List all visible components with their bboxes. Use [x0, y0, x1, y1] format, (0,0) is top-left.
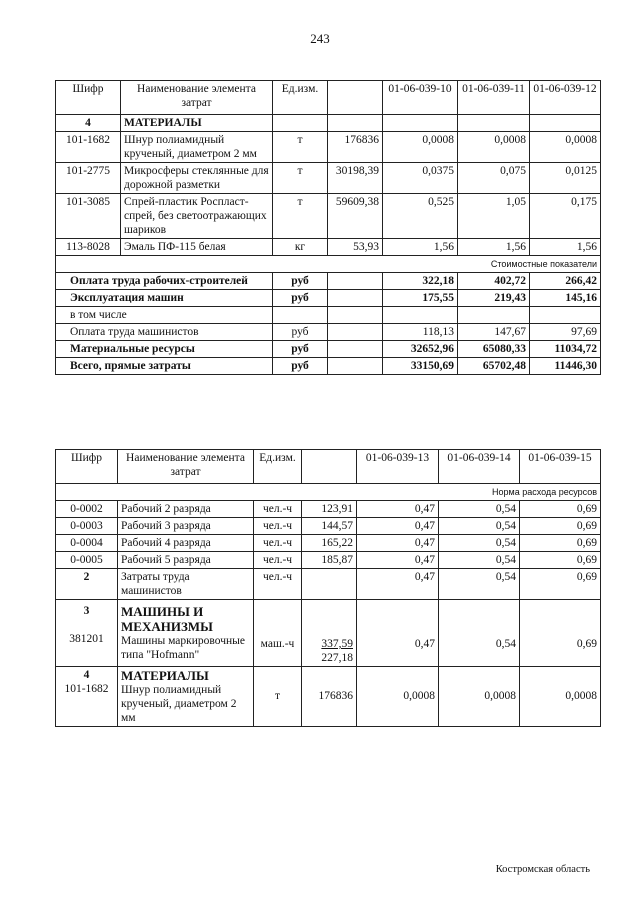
summary-row [56, 341, 601, 358]
row-value: 1,56 [383, 239, 458, 256]
machine-value: 0,69 [520, 600, 601, 667]
table-row [56, 239, 601, 256]
row-code: 0-0004 [56, 535, 118, 552]
row-value: 0,69 [520, 518, 601, 535]
summary-row [56, 290, 601, 307]
section-row [56, 115, 601, 132]
row-value: 1,56 [458, 239, 530, 256]
summary-unit: руб [273, 341, 328, 358]
row-unit: т [273, 194, 328, 239]
row-value: 0,0008 [458, 132, 530, 163]
header-price [328, 81, 383, 115]
materials-code: 4 [83, 669, 90, 681]
row-price: 59609,38 [328, 194, 383, 239]
machine-price-1: 337,59 [321, 638, 353, 650]
table-row [56, 552, 601, 569]
summary-row [56, 358, 601, 375]
row-value: 0,0125 [530, 163, 601, 194]
row-code: 0-0005 [56, 552, 118, 569]
material-value: 0,0008 [439, 667, 520, 727]
labor-value: 0,69 [520, 569, 601, 600]
header-col-15: 01-06-039-15 [520, 450, 601, 484]
row-value: 0,0008 [383, 132, 458, 163]
row-code: 101-2775 [56, 163, 121, 194]
row-name: Шнур полиамидный крученый, диаметром 2 мм [121, 132, 273, 163]
summary-value: 65702,48 [458, 358, 530, 375]
machines-title: МАШИНЫ И МЕХАНИЗМЫ [121, 604, 213, 634]
table-header-row [56, 81, 601, 115]
summary-unit: руб [273, 358, 328, 375]
machine-value: 0,54 [439, 600, 520, 667]
row-code: 0-0002 [56, 501, 118, 518]
row-value: 0,69 [520, 552, 601, 569]
norm-label-row [56, 484, 601, 501]
summary-value: 266,42 [530, 273, 601, 290]
summary-value: 322,18 [383, 273, 458, 290]
row-price: 144,57 [302, 518, 357, 535]
summary-value: 33150,69 [383, 358, 458, 375]
machine-item-name: Машины маркировочные типа "Hofmann" [121, 635, 245, 661]
summary-row [56, 273, 601, 290]
row-price: 53,93 [328, 239, 383, 256]
row-unit: чел.-ч [254, 501, 302, 518]
summary-name: Оплата труда машинистов [56, 324, 273, 341]
row-name: Эмаль ПФ-115 белая [121, 239, 273, 256]
labor-name: Затраты труда машинистов [118, 569, 254, 600]
machine-item-code: 381201 [69, 633, 104, 645]
material-value: 0,0008 [357, 667, 439, 727]
summary-row [56, 324, 601, 341]
section-code: 4 [56, 115, 121, 132]
row-price: 185,87 [302, 552, 357, 569]
row-code: 113-8028 [56, 239, 121, 256]
row-name: Спрей-пластик Роспласт-спрей, без светоотражающих шариков [121, 194, 273, 239]
row-name: Рабочий 2 разряда [118, 501, 254, 518]
row-value: 0,47 [357, 518, 439, 535]
row-value: 0,075 [458, 163, 530, 194]
summary-value: 219,43 [458, 290, 530, 307]
machine-unit: маш.-ч [254, 600, 302, 667]
header-col-10: 01-06-039-10 [383, 81, 458, 115]
table-header-row [56, 450, 601, 484]
machines-row [56, 600, 601, 667]
summary-name: Эксплуатация машин [56, 290, 273, 307]
summary-value: 118,13 [383, 324, 458, 341]
row-value: 0,69 [520, 501, 601, 518]
header-col-14: 01-06-039-14 [439, 450, 520, 484]
header-code: Шифр [56, 81, 121, 115]
summary-value: 65080,33 [458, 341, 530, 358]
row-value: 0,47 [357, 535, 439, 552]
row-code: 101-1682 [56, 132, 121, 163]
row-value: 0,54 [439, 518, 520, 535]
table-row [56, 194, 601, 239]
labor-row [56, 569, 601, 600]
header-name: Наименование элемента затрат [118, 450, 254, 484]
summary-name: в том числе [56, 307, 273, 324]
row-value: 1,56 [530, 239, 601, 256]
summary-unit: руб [273, 290, 328, 307]
page-number: 243 [310, 31, 330, 46]
table-row [56, 501, 601, 518]
summary-value: 175,55 [383, 290, 458, 307]
summary-value: 32652,96 [383, 341, 458, 358]
material-item-code: 101-1682 [64, 683, 109, 695]
labor-value: 0,47 [357, 569, 439, 600]
summary-unit: руб [273, 273, 328, 290]
row-value: 0,69 [520, 535, 601, 552]
row-unit: кг [273, 239, 328, 256]
materials-title: МАТЕРИАЛЫ [121, 668, 209, 683]
summary-value: 11446,30 [530, 358, 601, 375]
row-price: 30198,39 [328, 163, 383, 194]
row-name: Рабочий 4 разряда [118, 535, 254, 552]
row-value: 0,47 [357, 552, 439, 569]
table-row [56, 132, 601, 163]
row-unit: т [273, 132, 328, 163]
row-name: Рабочий 5 разряда [118, 552, 254, 569]
labor-value: 0,54 [439, 569, 520, 600]
row-value: 0,525 [383, 194, 458, 239]
row-value: 0,175 [530, 194, 601, 239]
row-value: 1,05 [458, 194, 530, 239]
summary-value: 97,69 [530, 324, 601, 341]
summary-value: 147,67 [458, 324, 530, 341]
header-name: Наименование элемента затрат [121, 81, 273, 115]
summary-unit: руб [273, 324, 328, 341]
labor-code: 2 [56, 569, 118, 600]
table-row [56, 518, 601, 535]
header-col-12: 01-06-039-12 [530, 81, 601, 115]
resource-table-1 [55, 80, 601, 375]
row-value: 0,54 [439, 501, 520, 518]
row-value: 0,54 [439, 535, 520, 552]
material-unit: т [254, 667, 302, 727]
summary-value: 402,72 [458, 273, 530, 290]
resource-norm-label: Норма расхода ресурсов [56, 484, 601, 501]
machine-price-2: 227,18 [321, 652, 353, 664]
cost-label-row [56, 256, 601, 273]
labor-unit: чел.-ч [254, 569, 302, 600]
summary-name: Оплата труда рабочих-строителей [56, 273, 273, 290]
row-value: 0,0008 [530, 132, 601, 163]
row-code: 101-3085 [56, 194, 121, 239]
summary-value: 11034,72 [530, 341, 601, 358]
table-row [56, 535, 601, 552]
summary-name: Всего, прямые затраты [56, 358, 273, 375]
cost-indicators-label: Стоимостные показатели [56, 256, 601, 273]
row-code: 0-0003 [56, 518, 118, 535]
row-name: Рабочий 3 разряда [118, 518, 254, 535]
row-price: 123,91 [302, 501, 357, 518]
row-value: 0,54 [439, 552, 520, 569]
resource-table-2 [55, 449, 601, 727]
row-value: 0,0375 [383, 163, 458, 194]
summary-value: 145,16 [530, 290, 601, 307]
row-unit: чел.-ч [254, 535, 302, 552]
header-col-11: 01-06-039-11 [458, 81, 530, 115]
row-price: 176836 [328, 132, 383, 163]
table-row [56, 163, 601, 194]
header-code: Шифр [56, 450, 118, 484]
material-item-name: Шнур полиамидный крученый, диаметром 2 мм [121, 684, 237, 724]
row-unit: чел.-ч [254, 518, 302, 535]
header-price [302, 450, 357, 484]
row-name: Микросферы стеклянные для дорожной разметки [121, 163, 273, 194]
material-price: 176836 [302, 667, 357, 727]
row-unit: чел.-ч [254, 552, 302, 569]
summary-row [56, 307, 601, 324]
row-unit: т [273, 163, 328, 194]
header-unit: Ед.изм. [273, 81, 328, 115]
materials-row [56, 667, 601, 727]
material-value: 0,0008 [520, 667, 601, 727]
row-price: 165,22 [302, 535, 357, 552]
header-col-13: 01-06-039-13 [357, 450, 439, 484]
section-title: МАТЕРИАЛЫ [121, 115, 273, 132]
machines-code: 3 [83, 605, 90, 617]
header-unit: Ед.изм. [254, 450, 302, 484]
machine-value: 0,47 [357, 600, 439, 667]
footer-region: Костромская область [495, 864, 590, 875]
summary-name: Материальные ресурсы [56, 341, 273, 358]
row-value: 0,47 [357, 501, 439, 518]
